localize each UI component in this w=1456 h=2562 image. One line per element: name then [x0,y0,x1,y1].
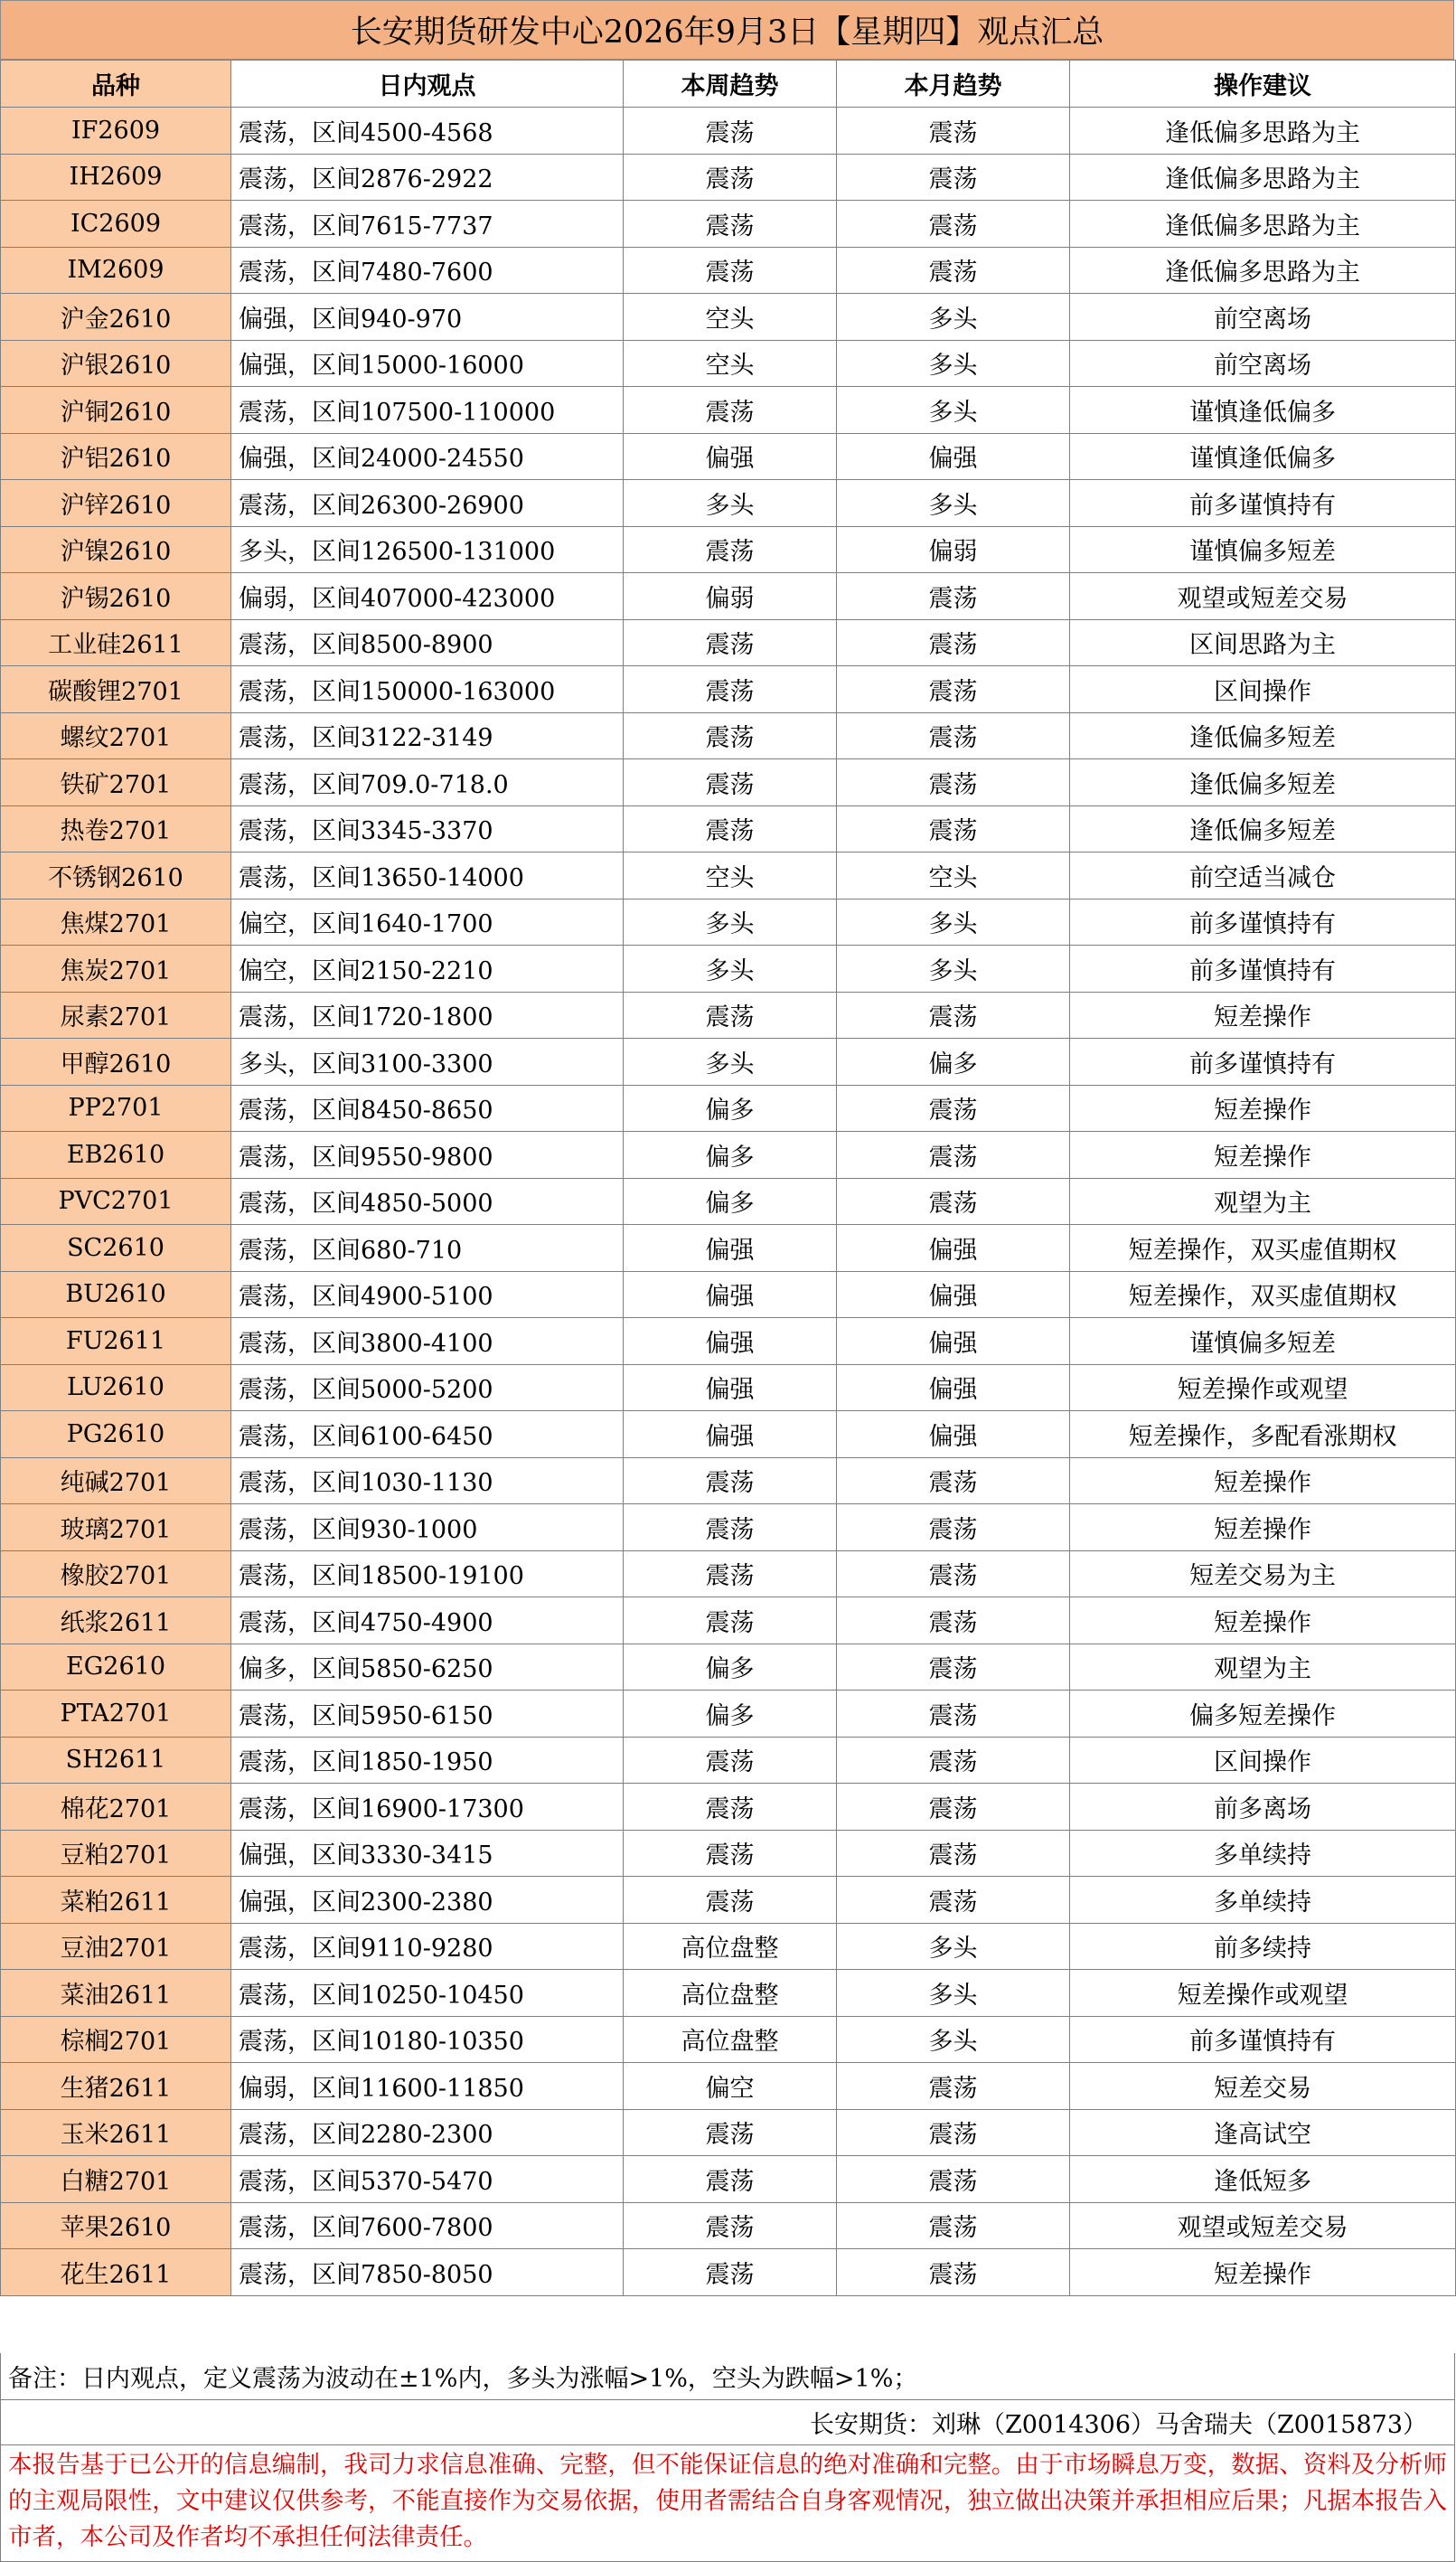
advice-cell: 区间操作 [1070,1737,1456,1784]
monthly-trend-cell: 偏弱 [837,526,1070,573]
header-monthly-trend: 本月趋势 [837,61,1070,108]
variety-cell: 铁矿2701 [1,759,231,806]
advice-cell: 观望或短差交易 [1070,2202,1456,2249]
advice-cell: 观望为主 [1070,1178,1456,1225]
monthly-trend-cell: 空头 [837,852,1070,900]
monthly-trend-cell: 多头 [837,387,1070,434]
variety-cell: 橡胶2701 [1,1550,231,1597]
table-row [1,108,1456,155]
advice-cell: 谨慎逢低偏多 [1070,433,1456,480]
weekly-trend-cell: 偏空 [624,2063,837,2110]
advice-cell: 前多续持 [1070,1923,1456,1970]
monthly-trend-cell: 震荡 [837,1784,1070,1831]
weekly-trend-cell: 偏强 [624,1271,837,1318]
variety-cell: 沪银2610 [1,340,231,387]
weekly-trend-cell: 偏强 [624,1318,837,1365]
variety-cell: EG2610 [1,1644,231,1691]
weekly-trend-cell: 空头 [624,340,837,387]
monthly-trend-cell: 震荡 [837,2202,1070,2249]
table-row [1,2156,1456,2203]
table-row [1,1225,1456,1272]
table-row [1,899,1456,946]
weekly-trend-cell: 高位盘整 [624,2016,837,2063]
variety-cell: 碳酸锂2701 [1,666,231,713]
weekly-trend-cell: 高位盘整 [624,1923,837,1970]
monthly-trend-cell: 多头 [837,946,1070,993]
variety-cell: IF2609 [1,108,231,155]
intraday-view-cell: 偏空，区间2150-2210 [231,946,624,993]
disclaimer-text: 本报告基于已公开的信息编制，我司力求信息准确、完整，但不能保证信息的绝对准确和完整。由于市场瞬息万变，数据、资料及分析师的主观局限性，文中建议仅供参考，不能直接作为交易依据，使用者需结合自身客观情况，独立做出决策并承担相应后果；凡据本报告入市者，本公司及作者均不承担任何法律责任。 [0,2445,1455,2562]
advice-cell: 前多谨慎持有 [1070,946,1456,993]
intraday-view-cell: 偏强，区间3330-3415 [231,1830,624,1877]
monthly-trend-cell: 震荡 [837,201,1070,248]
weekly-trend-cell: 震荡 [624,108,837,155]
monthly-trend-cell: 震荡 [837,1644,1070,1691]
table-row [1,666,1456,713]
advice-cell: 前空离场 [1070,340,1456,387]
weekly-trend-cell: 震荡 [624,387,837,434]
monthly-trend-cell: 震荡 [837,573,1070,620]
table-row [1,294,1456,341]
variety-cell: 尿素2701 [1,992,231,1039]
table-row [1,387,1456,434]
weekly-trend-cell: 偏强 [624,1411,837,1458]
table-row [1,946,1456,993]
advice-cell: 谨慎偏多短差 [1070,526,1456,573]
monthly-trend-cell: 偏强 [837,1318,1070,1365]
monthly-trend-cell: 震荡 [837,619,1070,666]
advice-cell: 谨慎偏多短差 [1070,1318,1456,1365]
table-row [1,1877,1456,1924]
weekly-trend-cell: 震荡 [624,759,837,806]
weekly-trend-cell: 高位盘整 [624,1970,837,2017]
weekly-trend-cell: 偏强 [624,1225,837,1272]
intraday-view-cell: 震荡，区间150000-163000 [231,666,624,713]
variety-cell: 螺纹2701 [1,712,231,759]
advice-cell: 前多离场 [1070,1784,1456,1831]
weekly-trend-cell: 震荡 [624,247,837,294]
monthly-trend-cell: 震荡 [837,992,1070,1039]
monthly-trend-cell: 震荡 [837,1830,1070,1877]
monthly-trend-cell: 震荡 [837,1085,1070,1132]
table-row [1,1318,1456,1365]
intraday-view-cell: 震荡，区间1720-1800 [231,992,624,1039]
weekly-trend-cell: 震荡 [624,712,837,759]
weekly-trend-cell: 震荡 [624,2156,837,2203]
variety-cell: 生猪2611 [1,2063,231,2110]
intraday-view-cell: 震荡，区间3800-4100 [231,1318,624,1365]
weekly-trend-cell: 震荡 [624,1830,837,1877]
table-row [1,340,1456,387]
author-credits: 长安期货：刘琳（Z0014306）马舍瑞夫（Z0015873） [0,2400,1455,2445]
weekly-trend-cell: 震荡 [624,1504,837,1551]
weekly-trend-cell: 偏多 [624,1132,837,1179]
table-row [1,2016,1456,2063]
table-row [1,573,1456,620]
intraday-view-cell: 震荡，区间680-710 [231,1225,624,1272]
monthly-trend-cell: 多头 [837,294,1070,341]
weekly-trend-cell: 空头 [624,294,837,341]
header-weekly-trend: 本周趋势 [624,61,837,108]
advice-cell: 逢低偏多思路为主 [1070,108,1456,155]
monthly-trend-cell: 震荡 [837,666,1070,713]
intraday-view-cell: 震荡，区间1030-1130 [231,1457,624,1504]
monthly-trend-cell: 偏强 [837,433,1070,480]
variety-cell: 白糖2701 [1,2156,231,2203]
table-row [1,1039,1456,1086]
monthly-trend-cell: 震荡 [837,2109,1070,2156]
advice-cell: 逢低短多 [1070,2156,1456,2203]
intraday-view-cell: 震荡，区间930-1000 [231,1504,624,1551]
advice-cell: 前多谨慎持有 [1070,1039,1456,1086]
variety-cell: 豆油2701 [1,1923,231,1970]
variety-cell: 焦炭2701 [1,946,231,993]
variety-cell: 棉花2701 [1,1784,231,1831]
variety-cell: 沪锌2610 [1,480,231,527]
weekly-trend-cell: 震荡 [624,619,837,666]
monthly-trend-cell: 震荡 [837,108,1070,155]
table-row [1,1784,1456,1831]
monthly-trend-cell: 多头 [837,1923,1070,1970]
variety-cell: 苹果2610 [1,2202,231,2249]
intraday-view-cell: 震荡，区间2876-2922 [231,154,624,201]
table-row [1,805,1456,852]
table-row [1,1411,1456,1458]
advice-cell: 短差操作，双买虚值期权 [1070,1271,1456,1318]
advice-cell: 区间思路为主 [1070,619,1456,666]
weekly-trend-cell: 偏弱 [624,573,837,620]
weekly-trend-cell: 震荡 [624,1550,837,1597]
advice-cell: 谨慎逢低偏多 [1070,387,1456,434]
variety-cell: 纸浆2611 [1,1597,231,1644]
advice-cell: 短差操作 [1070,1132,1456,1179]
weekly-trend-cell: 震荡 [624,2202,837,2249]
header-variety: 品种 [1,61,231,108]
intraday-view-cell: 震荡，区间6100-6450 [231,1411,624,1458]
intraday-view-cell: 震荡，区间2280-2300 [231,2109,624,2156]
weekly-trend-cell: 震荡 [624,1597,837,1644]
monthly-trend-cell: 多头 [837,480,1070,527]
advice-cell: 多单续持 [1070,1877,1456,1924]
table-row [1,2063,1456,2110]
monthly-trend-cell: 震荡 [837,1877,1070,1924]
monthly-trend-cell: 震荡 [837,247,1070,294]
header-row [1,61,1456,108]
advice-cell: 逢低偏多思路为主 [1070,154,1456,201]
weekly-trend-cell: 震荡 [624,805,837,852]
intraday-view-cell: 震荡，区间8500-8900 [231,619,624,666]
monthly-trend-cell: 震荡 [837,712,1070,759]
table-row [1,1271,1456,1318]
variety-cell: PTA2701 [1,1691,231,1738]
header-intraday-view: 日内观点 [231,61,624,108]
monthly-trend-cell: 震荡 [837,1550,1070,1597]
weekly-trend-cell: 震荡 [624,1457,837,1504]
table-row [1,1085,1456,1132]
advice-cell: 短差操作，多配看涨期权 [1070,1411,1456,1458]
table-row [1,1691,1456,1738]
variety-cell: 沪铜2610 [1,387,231,434]
table-row [1,2202,1456,2249]
advice-cell: 观望为主 [1070,1644,1456,1691]
monthly-trend-cell: 震荡 [837,1597,1070,1644]
intraday-view-cell: 震荡，区间107500-110000 [231,387,624,434]
table-row [1,619,1456,666]
monthly-trend-cell: 震荡 [837,1737,1070,1784]
variety-cell: IC2609 [1,201,231,248]
table-row [1,1364,1456,1411]
monthly-trend-cell: 偏多 [837,1039,1070,1086]
advice-cell: 短差交易为主 [1070,1550,1456,1597]
intraday-view-cell: 多头，区间3100-3300 [231,1039,624,1086]
weekly-trend-cell: 震荡 [624,1737,837,1784]
advice-cell: 逢低偏多思路为主 [1070,201,1456,248]
table-row [1,247,1456,294]
intraday-view-cell: 多头，区间126500-131000 [231,526,624,573]
advice-cell: 短差交易 [1070,2063,1456,2110]
table-row [1,433,1456,480]
weekly-trend-cell: 多头 [624,480,837,527]
intraday-view-cell: 偏空，区间1640-1700 [231,899,624,946]
table-row [1,1550,1456,1597]
variety-cell: 沪铝2610 [1,433,231,480]
intraday-view-cell: 震荡，区间709.0-718.0 [231,759,624,806]
advice-cell: 逢低偏多思路为主 [1070,247,1456,294]
monthly-trend-cell: 震荡 [837,2063,1070,2110]
header-advice: 操作建议 [1070,61,1456,108]
table-row [1,1597,1456,1644]
intraday-view-cell: 偏多，区间5850-6250 [231,1644,624,1691]
monthly-trend-cell: 震荡 [837,154,1070,201]
table-row [1,1923,1456,1970]
variety-cell: 棕榈2701 [1,2016,231,2063]
intraday-view-cell: 震荡，区间3122-3149 [231,712,624,759]
advice-cell: 短差操作 [1070,1457,1456,1504]
weekly-trend-cell: 震荡 [624,154,837,201]
table-row [1,1132,1456,1179]
intraday-view-cell: 震荡，区间4850-5000 [231,1178,624,1225]
monthly-trend-cell: 震荡 [837,1132,1070,1179]
intraday-view-cell: 偏强，区间2300-2380 [231,1877,624,1924]
table-row [1,526,1456,573]
monthly-trend-cell: 震荡 [837,805,1070,852]
variety-cell: IM2609 [1,247,231,294]
variety-cell: 纯碱2701 [1,1457,231,1504]
table-row [1,201,1456,248]
advice-cell: 逢低偏多短差 [1070,712,1456,759]
weekly-trend-cell: 偏多 [624,1691,837,1738]
table-row [1,992,1456,1039]
advice-cell: 前空适当减仓 [1070,852,1456,900]
advice-cell: 前多谨慎持有 [1070,899,1456,946]
intraday-view-cell: 震荡，区间7600-7800 [231,2202,624,2249]
variety-cell: PVC2701 [1,1178,231,1225]
intraday-view-cell: 震荡，区间7615-7737 [231,201,624,248]
table-row [1,1178,1456,1225]
table-row [1,2249,1456,2296]
advice-cell: 观望或短差交易 [1070,573,1456,620]
monthly-trend-cell: 震荡 [837,1457,1070,1504]
views-table [0,60,1456,2296]
monthly-trend-cell: 震荡 [837,1504,1070,1551]
monthly-trend-cell: 多头 [837,2016,1070,2063]
variety-cell: EB2610 [1,1132,231,1179]
intraday-view-cell: 震荡，区间8450-8650 [231,1085,624,1132]
variety-cell: BU2610 [1,1271,231,1318]
variety-cell: 玻璃2701 [1,1504,231,1551]
variety-cell: 菜粕2611 [1,1877,231,1924]
intraday-view-cell: 震荡，区间1850-1950 [231,1737,624,1784]
advice-cell: 多单续持 [1070,1830,1456,1877]
intraday-view-cell: 偏强，区间24000-24550 [231,433,624,480]
variety-cell: SC2610 [1,1225,231,1272]
monthly-trend-cell: 多头 [837,340,1070,387]
variety-cell: 豆粕2701 [1,1830,231,1877]
weekly-trend-cell: 震荡 [624,526,837,573]
intraday-view-cell: 震荡，区间5370-5470 [231,2156,624,2203]
weekly-trend-cell: 震荡 [624,201,837,248]
intraday-view-cell: 震荡，区间9550-9800 [231,1132,624,1179]
intraday-view-cell: 震荡，区间7480-7600 [231,247,624,294]
advice-cell: 短差操作 [1070,1504,1456,1551]
variety-cell: IH2609 [1,154,231,201]
table-row [1,1457,1456,1504]
intraday-view-cell: 震荡，区间13650-14000 [231,852,624,900]
advice-cell: 逢低偏多短差 [1070,805,1456,852]
weekly-trend-cell: 多头 [624,1039,837,1086]
variety-cell: 玉米2611 [1,2109,231,2156]
intraday-view-cell: 震荡，区间26300-26900 [231,480,624,527]
footnote: 备注：日内观点，定义震荡为波动在±1%内，多头为涨幅>1%，空头为跌幅>1%； [0,2353,1455,2400]
advice-cell: 前多谨慎持有 [1070,480,1456,527]
weekly-trend-cell: 震荡 [624,2109,837,2156]
weekly-trend-cell: 偏多 [624,1085,837,1132]
monthly-trend-cell: 震荡 [837,2156,1070,2203]
weekly-trend-cell: 空头 [624,852,837,900]
advice-cell: 区间操作 [1070,666,1456,713]
weekly-trend-cell: 震荡 [624,1784,837,1831]
monthly-trend-cell: 偏强 [837,1364,1070,1411]
weekly-trend-cell: 震荡 [624,992,837,1039]
advice-cell: 偏多短差操作 [1070,1691,1456,1738]
monthly-trend-cell: 震荡 [837,1691,1070,1738]
weekly-trend-cell: 震荡 [624,1877,837,1924]
variety-cell: LU2610 [1,1364,231,1411]
intraday-view-cell: 震荡，区间10180-10350 [231,2016,624,2063]
intraday-view-cell: 震荡，区间5000-5200 [231,1364,624,1411]
table-row [1,1830,1456,1877]
monthly-trend-cell: 多头 [837,1970,1070,2017]
advice-cell: 短差操作 [1070,2249,1456,2296]
variety-cell: 热卷2701 [1,805,231,852]
variety-cell: 沪镍2610 [1,526,231,573]
intraday-view-cell: 震荡，区间4900-5100 [231,1271,624,1318]
intraday-view-cell: 震荡，区间4750-4900 [231,1597,624,1644]
intraday-view-cell: 震荡，区间16900-17300 [231,1784,624,1831]
advice-cell: 前空离场 [1070,294,1456,341]
weekly-trend-cell: 震荡 [624,2249,837,2296]
intraday-view-cell: 震荡，区间9110-9280 [231,1923,624,1970]
intraday-view-cell: 震荡，区间18500-19100 [231,1550,624,1597]
monthly-trend-cell: 震荡 [837,759,1070,806]
variety-cell: 甲醇2610 [1,1039,231,1086]
weekly-trend-cell: 偏多 [624,1178,837,1225]
table-row [1,852,1456,900]
table-row [1,1737,1456,1784]
weekly-trend-cell: 震荡 [624,666,837,713]
variety-cell: 不锈钢2610 [1,852,231,900]
table-row [1,1970,1456,2017]
advice-cell: 短差操作，双买虚值期权 [1070,1225,1456,1272]
advice-cell: 短差操作或观望 [1070,1364,1456,1411]
variety-cell: PP2701 [1,1085,231,1132]
table-row [1,759,1456,806]
monthly-trend-cell: 震荡 [837,1178,1070,1225]
intraday-view-cell: 偏弱，区间11600-11850 [231,2063,624,2110]
weekly-trend-cell: 偏强 [624,433,837,480]
variety-cell: 工业硅2611 [1,619,231,666]
monthly-trend-cell: 震荡 [837,2249,1070,2296]
intraday-view-cell: 偏弱，区间407000-423000 [231,573,624,620]
intraday-view-cell: 震荡，区间4500-4568 [231,108,624,155]
monthly-trend-cell: 偏强 [837,1271,1070,1318]
table-row [1,2109,1456,2156]
intraday-view-cell: 震荡，区间7850-8050 [231,2249,624,2296]
advice-cell: 短差操作 [1070,992,1456,1039]
table-row [1,712,1456,759]
intraday-view-cell: 震荡，区间5950-6150 [231,1691,624,1738]
weekly-trend-cell: 偏强 [624,1364,837,1411]
table-row [1,1644,1456,1691]
advice-cell: 短差操作 [1070,1085,1456,1132]
variety-cell: 花生2611 [1,2249,231,2296]
table-row [1,1504,1456,1551]
variety-cell: SH2611 [1,1737,231,1784]
table-row [1,480,1456,527]
weekly-trend-cell: 偏多 [624,1644,837,1691]
advice-cell: 前多谨慎持有 [1070,2016,1456,2063]
variety-cell: 沪金2610 [1,294,231,341]
intraday-view-cell: 震荡，区间3345-3370 [231,805,624,852]
monthly-trend-cell: 偏强 [837,1225,1070,1272]
report-title: 长安期货研发中心2026年9月3日【星期四】观点汇总 [0,0,1454,60]
variety-cell: PG2610 [1,1411,231,1458]
variety-cell: 沪锡2610 [1,573,231,620]
intraday-view-cell: 偏强，区间940-970 [231,294,624,341]
weekly-trend-cell: 多头 [624,946,837,993]
advice-cell: 短差操作或观望 [1070,1970,1456,2017]
monthly-trend-cell: 偏强 [837,1411,1070,1458]
advice-cell: 逢低偏多短差 [1070,759,1456,806]
monthly-trend-cell: 多头 [837,899,1070,946]
advice-cell: 逢高试空 [1070,2109,1456,2156]
intraday-view-cell: 震荡，区间10250-10450 [231,1970,624,2017]
weekly-trend-cell: 多头 [624,899,837,946]
variety-cell: 菜油2611 [1,1970,231,2017]
intraday-view-cell: 偏强，区间15000-16000 [231,340,624,387]
table-row [1,154,1456,201]
advice-cell: 短差操作 [1070,1597,1456,1644]
variety-cell: 焦煤2701 [1,899,231,946]
variety-cell: FU2611 [1,1318,231,1365]
